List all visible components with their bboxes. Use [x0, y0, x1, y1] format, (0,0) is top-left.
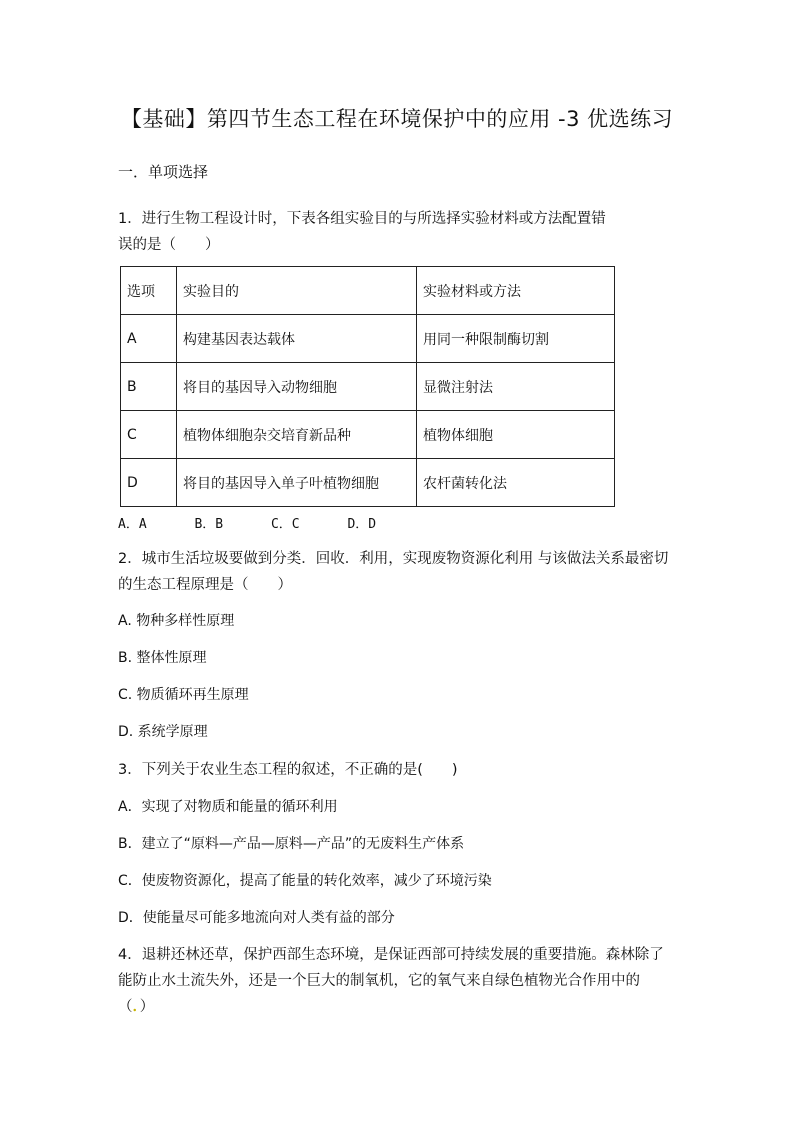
question-4-line-1: 4．退耕还林还草，保护西部生态环境，是保证西部可持续发展的重要措施。森林除了 — [118, 947, 664, 963]
table-cell: 植物体细胞杂交培育新品种 — [177, 411, 417, 459]
question-1 — [118, 206, 684, 258]
answer-paren-close: ） — [139, 999, 155, 1015]
section-heading: 一．单项选择 — [118, 163, 209, 181]
question-1-table — [120, 266, 615, 507]
option-c: C．C — [270, 517, 300, 532]
table-row — [121, 363, 615, 411]
question-3-option-a: A．实现了对物质和能量的循环利用 — [118, 799, 338, 815]
answer-paren-open: （ — [118, 999, 133, 1015]
question-2-option-a: A. 物种多样性原理 — [118, 613, 235, 629]
question-2-option-b: B. 整体性原理 — [118, 650, 207, 666]
question-1-line-2: 误的是（ ） — [118, 237, 220, 253]
table-header-cell: 实验材料或方法 — [417, 267, 615, 315]
table-cell: B — [121, 363, 177, 411]
question-4-line-3 — [118, 994, 684, 1020]
table-header-cell: 实验目的 — [177, 267, 417, 315]
table-row — [121, 459, 615, 507]
question-3 — [118, 757, 684, 783]
question-3-option-d: D．使能量尽可能多地流向对人类有益的部分 — [118, 910, 395, 926]
page-title: 【基础】第四节生态工程在环境保护中的应用 -3 优选练习 — [120, 107, 674, 131]
answer-blank-dot: ． — [132, 999, 140, 1015]
table-cell: 农杆菌转化法 — [417, 459, 615, 507]
question-1-line-1: 1．进行生物工程设计时，下表各组实验目的与所选择实验材料或方法配置错 — [118, 211, 606, 227]
table-cell: A — [121, 315, 177, 363]
question-2 — [118, 546, 684, 598]
question-2-line-1: 2．城市生活垃圾要做到分类．回收．利用，实现废物资源化利用 与该做法关系最密切 — [118, 551, 669, 567]
table-row — [121, 411, 615, 459]
question-3-option-b: B．建立了“原料—产品—原料—产品”的无废料生产体系 — [118, 836, 465, 852]
option-a: A．A — [118, 517, 147, 532]
question-2-option-c: C. 物质循环再生原理 — [118, 687, 249, 703]
table-row — [121, 315, 615, 363]
question-3-line-1: 3．下列关于农业生态工程的叙述，不正确的是( ) — [118, 762, 458, 778]
table-cell: 显微注射法 — [417, 363, 615, 411]
table-header-cell: 选项 — [121, 267, 177, 315]
question-2-option-d: D. 系统学原理 — [118, 724, 208, 740]
question-2-line-2: 的生态工程原理是（ ） — [118, 577, 292, 593]
question-3-option-c: C．使废物资源化，提高了能量的转化效率，减少了环境污染 — [118, 873, 492, 889]
question-1-options — [118, 513, 416, 532]
table-cell: 将目的基因导入动物细胞 — [177, 363, 417, 411]
table-cell: 构建基因表达载体 — [177, 315, 417, 363]
table-cell: 将目的基因导入单子叶植物细胞 — [177, 459, 417, 507]
table-header-row — [121, 267, 615, 315]
option-d: D．D — [347, 517, 377, 532]
table-cell: 用同一种限制酶切割 — [417, 315, 615, 363]
table-cell: D — [121, 459, 177, 507]
table-cell: C — [121, 411, 177, 459]
question-4-line-2: 能防止水土流失外，还是一个巨大的制氧机，它的氧气来自绿色植物光合作用中的 — [118, 973, 640, 989]
question-4 — [118, 942, 684, 1020]
option-b: B．B — [194, 517, 224, 532]
table-cell: 植物体细胞 — [417, 411, 615, 459]
